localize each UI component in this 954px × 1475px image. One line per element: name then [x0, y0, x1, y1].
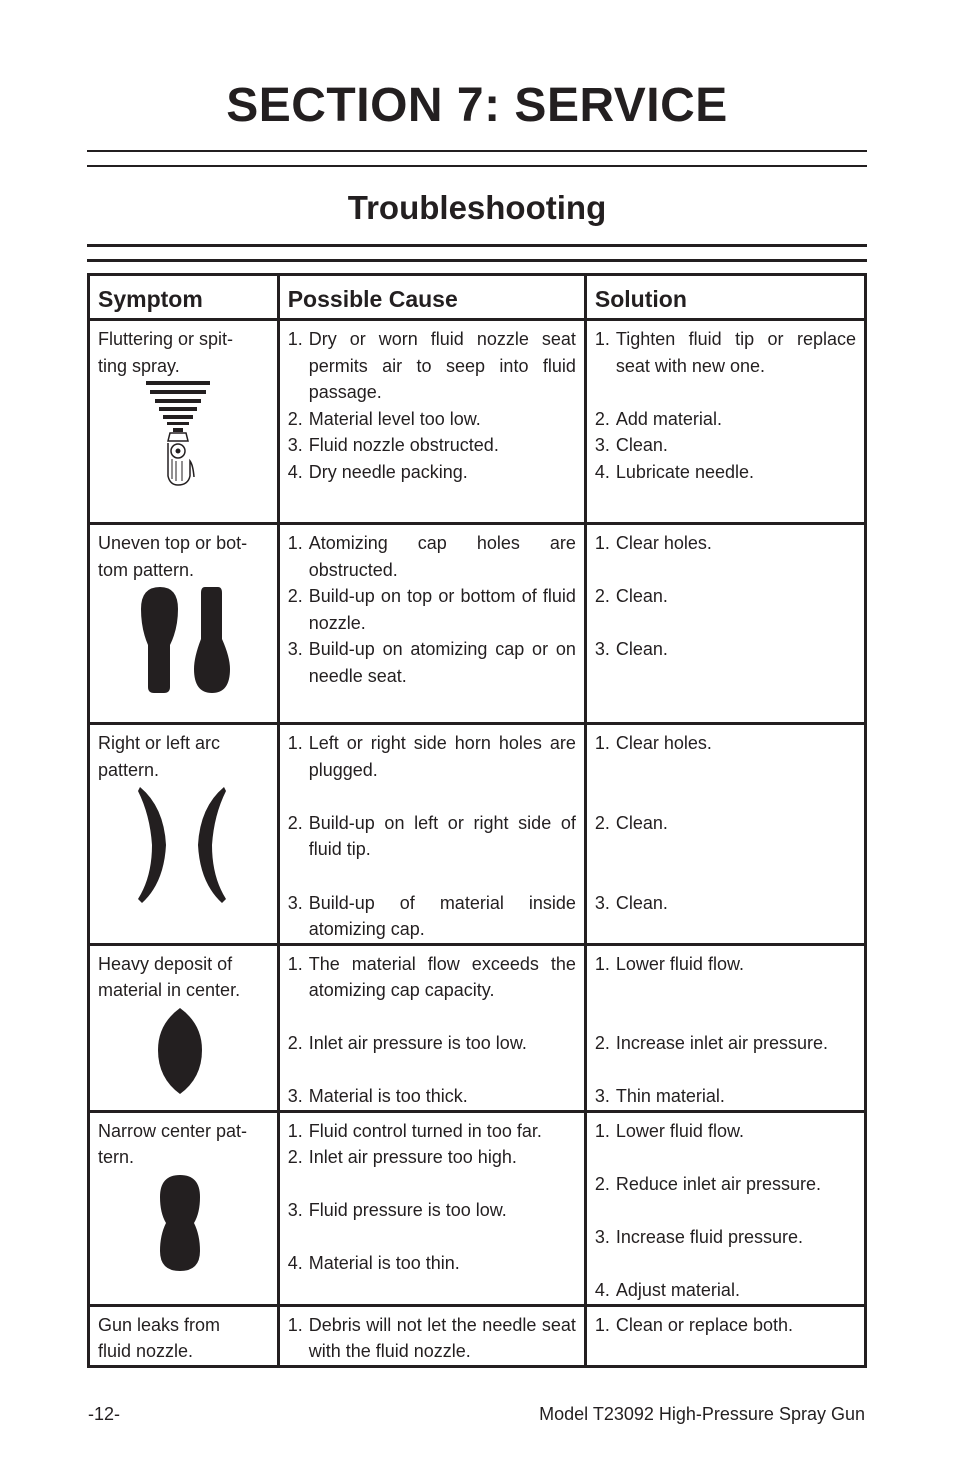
list-item: 1. Lower fluid flow.: [594, 1120, 744, 1141]
list-item: 1. Debris will not let the needle seat with the fluid nozzle.: [287, 1314, 576, 1361]
solution-cell: [585, 1111, 865, 1305]
subtitle: Troubleshooting: [347, 189, 607, 226]
header-row: [89, 275, 866, 320]
narrow-center-pattern-icon: [98, 1175, 268, 1275]
list-item: 1. Clear holes.: [594, 533, 712, 553]
list-item: 2. Add material.: [594, 408, 722, 429]
subtitle-rule-2: [87, 259, 867, 262]
list-item: 2. Clean.: [594, 586, 668, 606]
list-item: 3. Clean.: [594, 639, 668, 659]
symptom-cell: [89, 944, 279, 1111]
solution-cell: [585, 944, 865, 1111]
solution-cell: [585, 524, 865, 724]
list-item: 4. Dry needle packing.: [287, 461, 468, 482]
list-item: 2. Build-up on top or bottom of fluid nozzle.: [287, 586, 576, 633]
list-item: 3. Build-up on atomizing cap or on needle seat.: [287, 639, 576, 686]
list-item: 1. Dry or worn fluid nozzle seat permits air to seep into fluid passage.: [287, 329, 576, 402]
symptom-text: Right or left arc pattern.: [98, 733, 221, 780]
table-row: [89, 320, 866, 524]
cause-cell: [278, 944, 585, 1111]
cause-cell: [278, 320, 585, 524]
troubleshooting-table: [87, 273, 867, 1368]
header-symptom: Symptom: [89, 275, 279, 320]
list-item: 4. Material is too thin.: [287, 1253, 460, 1273]
table-row: [89, 724, 866, 945]
arc-pattern-icon: [98, 787, 268, 907]
list-item: 3. Fluid pressure is too low.: [287, 1200, 507, 1220]
top-rule-2: [87, 165, 867, 167]
cause-cell: [278, 524, 585, 724]
symptom-cell: [89, 524, 279, 724]
subtitle-rule-1: [87, 244, 867, 247]
page-number: -12-: [88, 1404, 121, 1424]
table-row: [89, 524, 866, 724]
header-cause: Possible Cause: [278, 275, 585, 320]
symptom-text: Gun leaks from fluid nozzle.: [98, 1314, 221, 1361]
fluttering-spray-icon: [98, 381, 268, 493]
solution-cell: [585, 724, 865, 945]
list-item: 3. Material is too thick.: [287, 1086, 468, 1106]
footer-model: Model T23092 High-Pressure Spray Gun: [539, 1404, 865, 1424]
symptom-cell: [89, 320, 279, 524]
symptom-text: Narrow center pat-tern.: [98, 1120, 248, 1167]
list-item: 3. Increase fluid pressure.: [594, 1226, 803, 1247]
symptom-cell: [89, 1305, 279, 1366]
top-rule-1: [87, 150, 867, 152]
cause-cell: [278, 1111, 585, 1305]
list-item: 2. Material level too low.: [287, 408, 481, 429]
list-item: 2. Clean.: [594, 812, 668, 833]
uneven-pattern-icon: [98, 587, 268, 697]
header-solution: Solution: [585, 275, 865, 320]
list-item: 3. Build-up of material inside atomizing cap.: [287, 892, 576, 939]
list-item: 2. Increase inlet air pressure.: [594, 1033, 828, 1053]
table-row: [89, 944, 866, 1111]
symptom-cell: [89, 724, 279, 945]
symptom-cell: [89, 1111, 279, 1305]
symptom-text: Heavy deposit of material in center.: [98, 953, 241, 1000]
list-item: 3. Clean.: [594, 435, 668, 455]
list-item: 1. Clear holes.: [594, 733, 712, 753]
solution-cell: [585, 320, 865, 524]
solution-cell: [585, 1305, 865, 1366]
list-item: 2. Inlet air pressure too high.: [287, 1147, 517, 1167]
table-row: [89, 1305, 866, 1366]
cause-cell: [278, 724, 585, 945]
list-item: 1. Lower fluid flow.: [594, 953, 744, 974]
list-item: 4. Lubricate needle.: [594, 461, 754, 482]
section-title: SECTION 7: SERVICE: [226, 79, 728, 132]
list-item: 1. Tighten fluid tip or replace seat with new one.: [594, 329, 856, 376]
symptom-text: Fluttering or spit-ting spray.: [98, 329, 234, 376]
list-item: 1. Fluid control turned in too far.: [287, 1120, 542, 1141]
table-row: [89, 1111, 866, 1305]
list-item: 3. Fluid nozzle obstructed.: [287, 435, 499, 455]
list-item: 2. Build-up on left or right side of fluid tip.: [287, 812, 576, 859]
symptom-text: Uneven top or bot-tom pattern.: [98, 533, 248, 580]
list-item: 4. Adjust material.: [594, 1279, 740, 1300]
list-item: 1. Clean or replace both.: [594, 1314, 793, 1335]
list-item: 1. Left or right side horn holes are plugged.: [287, 733, 576, 780]
list-item: 1. Atomizing cap holes are obstructed.: [287, 533, 576, 580]
heavy-center-pattern-icon: [98, 1008, 268, 1098]
list-item: 3. Clean.: [594, 892, 668, 913]
list-item: 2. Inlet air pressure is too low.: [287, 1033, 527, 1053]
cause-cell: [278, 1305, 585, 1366]
list-item: 1. The material flow exceeds the atomizing cap capacity.: [287, 953, 576, 1000]
list-item: 3. Thin material.: [594, 1086, 725, 1106]
list-item: 2. Reduce inlet air pressure.: [594, 1173, 821, 1194]
